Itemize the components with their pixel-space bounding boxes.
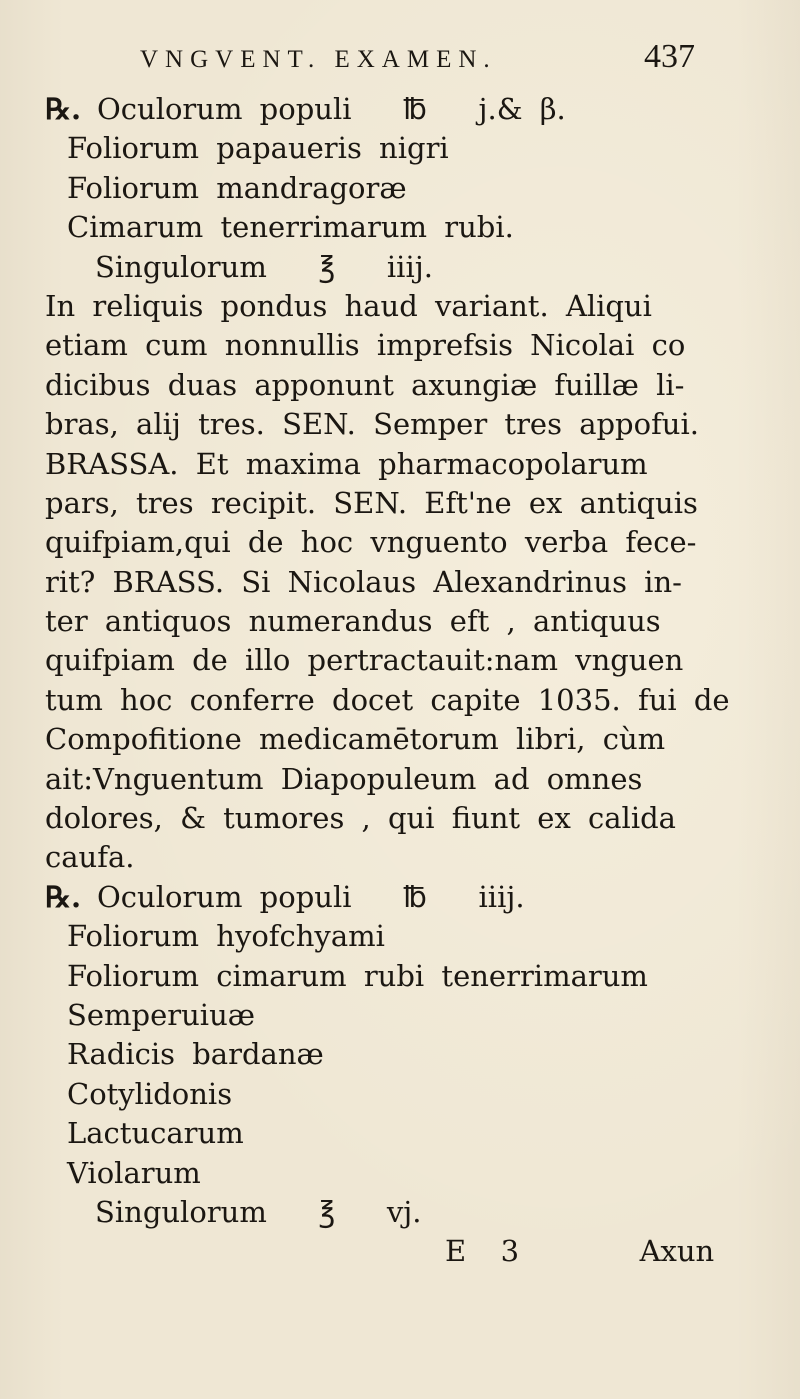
line-text: tum hoc conferre docet capite 1035. fui de <box>45 682 730 717</box>
line-text: Oculorum populi ℔ iiij. <box>97 879 525 914</box>
text-line <box>45 90 755 129</box>
line-text: Foliorum mandragoræ <box>67 170 407 205</box>
line-text: bras, alij tres. SEN. Semper tres appofui. <box>45 407 699 442</box>
line-text: dolores, & tumores , qui fiunt ex calida <box>45 801 676 836</box>
line-text: quifpiam de illo pertractauit:nam vnguen <box>45 643 684 678</box>
line-text: Singulorum ℥ iiij. <box>95 249 433 284</box>
line-text: Cotylidonis <box>67 1076 233 1111</box>
text-line <box>45 1035 755 1074</box>
text-line <box>45 917 755 956</box>
line-text: Oculorum populi ℔ j.& β. <box>97 92 566 126</box>
line-text: Radicis bardanæ <box>67 1037 324 1072</box>
text-line <box>45 405 755 444</box>
text-line <box>45 760 755 799</box>
signature-line <box>45 1232 755 1271</box>
text-line <box>45 838 755 877</box>
text-line <box>45 996 755 1035</box>
text-line <box>45 169 755 208</box>
line-text: Violarum <box>67 1155 201 1190</box>
text-line <box>45 957 755 996</box>
text-line <box>45 1154 755 1193</box>
text-line <box>45 878 755 917</box>
text-line <box>45 287 755 326</box>
text-line <box>45 720 755 759</box>
line-text: Semperuiuæ <box>67 997 256 1032</box>
line-text: E 3 Axun <box>445 1234 715 1269</box>
text-line <box>45 248 755 287</box>
line-text: etiam cum nonnullis imprefsis Nicolai co <box>45 328 686 363</box>
text-line <box>45 484 755 523</box>
line-text: ait:Vnguentum Diapopuleum ad omnes <box>45 761 643 796</box>
line-text: Cimarum tenerrimarum rubi. <box>67 210 514 245</box>
text-line <box>45 208 755 247</box>
text-line <box>45 602 755 641</box>
line-text: dicibus duas apponunt axungiæ fuillæ li- <box>45 367 685 402</box>
page-number: 437 <box>644 38 695 75</box>
text-line <box>45 641 755 680</box>
line-text: Lactucarum <box>67 1116 244 1151</box>
text-line <box>45 445 755 484</box>
line-text: quifpiam,qui de hoc vnguento verba fece- <box>45 525 697 560</box>
text-line <box>45 326 755 365</box>
line-text: Singulorum ℥ vj. <box>95 1194 422 1229</box>
text-line <box>45 799 755 838</box>
text-line <box>45 563 755 602</box>
recipe-symbol: ℞. <box>45 879 82 914</box>
line-text: Foliorum cimarum rubi tenerrimarum <box>67 958 648 993</box>
text-line <box>45 681 755 720</box>
running-head: VNGVENT. EXAMEN. <box>140 46 497 73</box>
line-text: ter antiquos numerandus eft , antiquus <box>45 604 661 639</box>
line-text: Foliorum hyofchyami <box>67 919 385 954</box>
line-text: Foliorum papaueris nigri <box>67 131 449 166</box>
text-line <box>45 523 755 562</box>
text-line <box>45 1114 755 1153</box>
text-block <box>45 90 755 1272</box>
text-line <box>45 1193 755 1232</box>
line-text: In reliquis pondus haud variant. Aliqui <box>45 288 652 323</box>
text-line <box>45 129 755 168</box>
recipe-symbol: ℞. <box>45 92 82 126</box>
line-text: Compofitione medicamētorum libri, cùm <box>45 722 666 757</box>
text-line <box>45 1075 755 1114</box>
line-text: caufa. <box>45 840 135 875</box>
line-text: BRASSA. Et maxima pharmacopolarum <box>45 446 648 481</box>
page-header <box>140 38 695 88</box>
text-line <box>45 366 755 405</box>
line-text: rit? BRASS. Si Nicolaus Alexandrinus in- <box>45 564 682 599</box>
line-text: pars, tres recipit. SEN. Eft'ne ex antiquis <box>45 485 698 520</box>
